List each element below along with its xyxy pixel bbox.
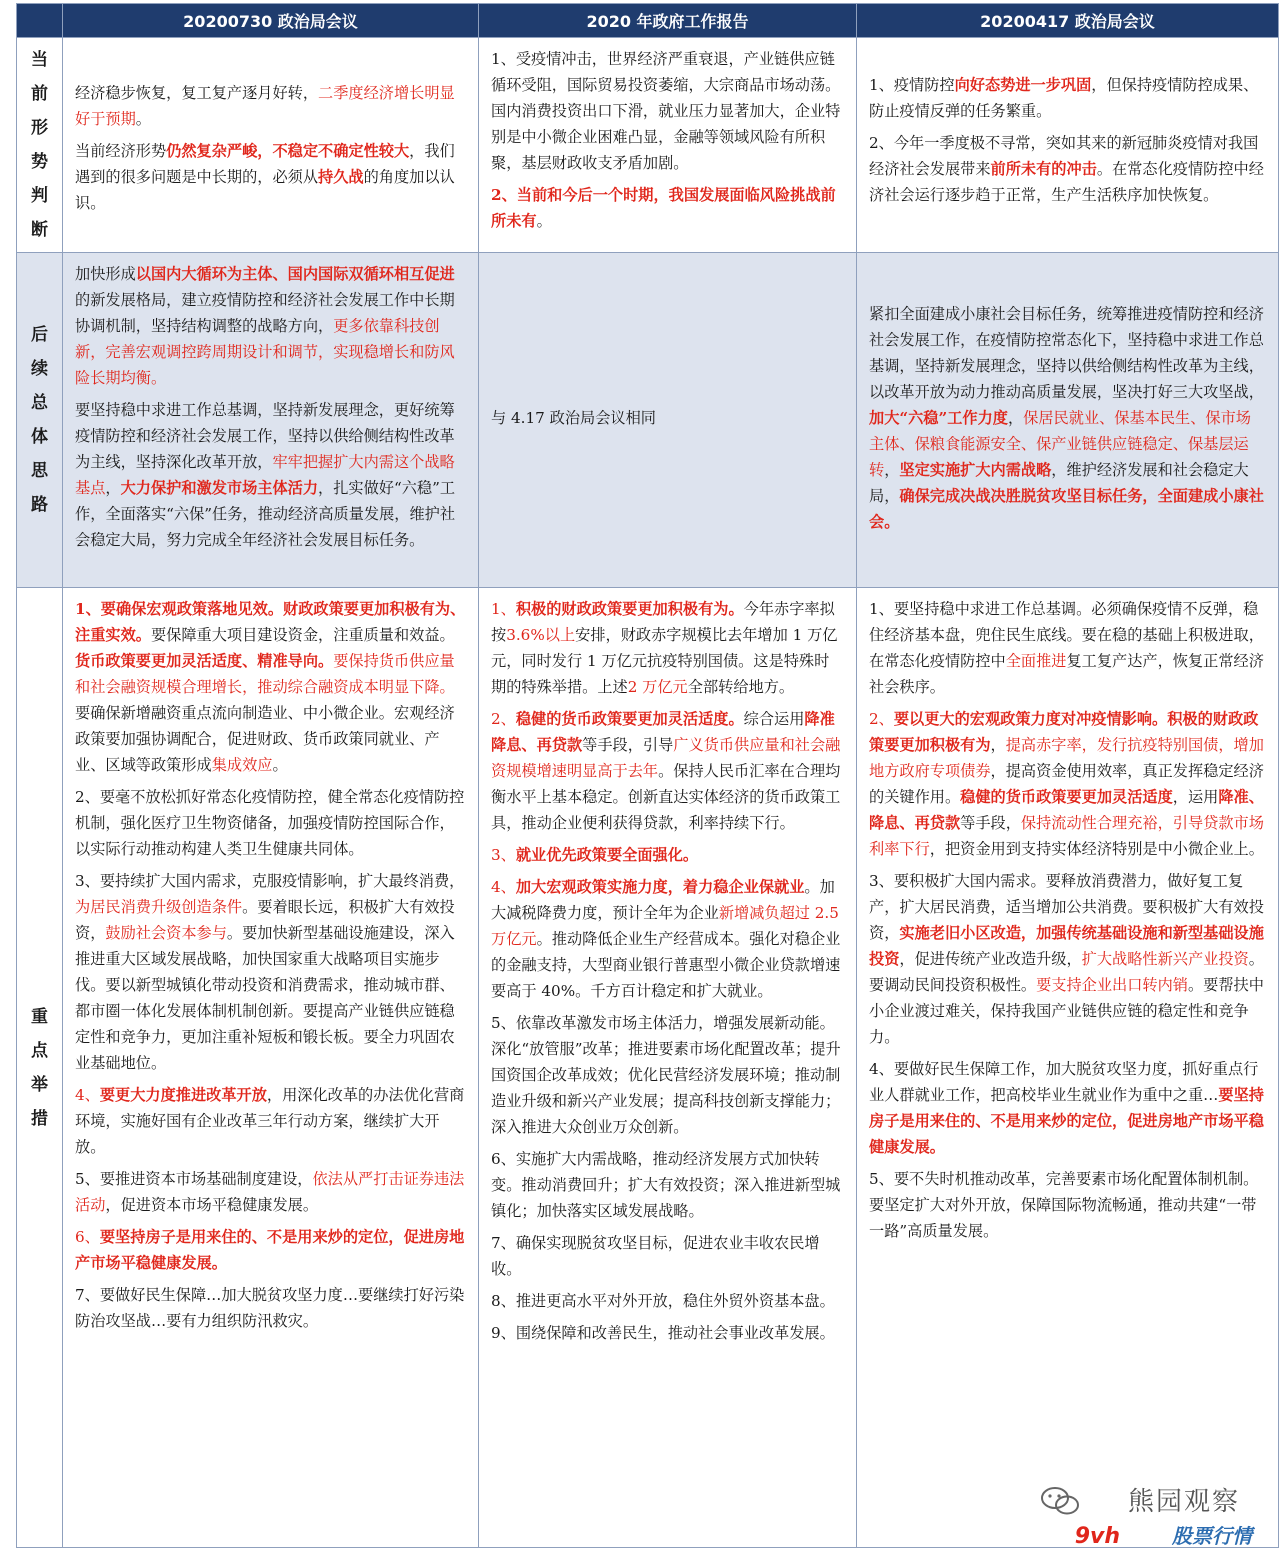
highlighted-text: 6、 <box>75 1228 100 1246</box>
cell-measures-work-report <box>479 588 857 1548</box>
highlighted-text: 为居民消费升级创造条件 <box>75 898 243 916</box>
text-run: 。要帮扶中小企业渡过难关，保持我国产业链供应链的稳定性和竞争力。 <box>869 976 1264 1046</box>
text-run: 。 <box>272 756 288 774</box>
text-run: ，扎实做好“六稳”工作，全面落实“六保”任务，推动经济高质量发展，维护社会稳定大局，努力完成全年经济社会发展目标任务。 <box>75 479 456 549</box>
text-run: ，维护经济发展和社会稳定大局， <box>869 461 1249 505</box>
text-run: ， <box>990 736 1006 754</box>
highlighted-text: 要坚持房子是用来住的、不是用来炒的定位，促进房地产市场平稳健康发展。 <box>75 1228 465 1272</box>
paragraph <box>869 1056 1266 1160</box>
paragraph <box>869 130 1266 208</box>
watermark-name: 熊园观察 <box>1127 1487 1240 1517</box>
paragraph <box>491 842 844 868</box>
highlighted-text: 确保完成决战决胜脱贫攻坚目标任务，全面建成小康社会。 <box>869 487 1264 531</box>
cell-approach-work-report <box>479 253 857 588</box>
highlighted-text: 要更大力度推进改革开放 <box>99 1086 267 1104</box>
text-run: 2、今年一季度极不寻常，突如其来的新冠肺炎疫情对我国经济社会发展带来 <box>869 134 1259 178</box>
highlighted-text: 提高赤字率，发行抗疫特别国债，增加地方政府专项债券 <box>869 736 1264 780</box>
text-run: 要坚持稳中求进工作总基调，坚持新发展理念，更好统筹疫情防控和经济社会发展工作，坚持以供给侧结构性改革为主线，坚持深化改革开放， <box>75 401 455 471</box>
highlighted-text: 要保持货币供应量和社会融资规模合理增长，推动综合融资成本明显下降。 <box>75 652 455 696</box>
paragraph <box>491 1320 844 1346</box>
text-run: 7、要做好民生保障…加大脱贫攻坚力度…要继续打好污染防治攻坚战…要有力组织防汛救灾。 <box>75 1286 465 1330</box>
paragraph <box>75 138 466 216</box>
header-row <box>17 4 1279 38</box>
text-run: ，提高资金使用效率，真正发挥稳定经济的关键作用。 <box>869 762 1264 806</box>
text-run: ，用深化改革的办法优化营商环境，实施好国有企业改革三年行动方案，继续扩大开放。 <box>75 1086 465 1156</box>
paragraph <box>491 1288 844 1314</box>
highlighted-text: 坚定实施扩大内需战略 <box>899 461 1052 479</box>
row-approach <box>17 253 1279 588</box>
highlighted-text: 新增减负超过 2.5 万亿元 <box>491 904 839 948</box>
text-run: 全部转给地方。 <box>687 678 795 696</box>
text-run: 。加大减税降费力度，预计全年为企业 <box>491 878 835 922</box>
policy-comparison-table <box>16 3 1279 1548</box>
highlighted-text: 向好态势进一步巩固 <box>954 76 1092 94</box>
row-situation <box>17 38 1279 253</box>
watermark-brand-suffix: 股票行情 <box>1172 1524 1252 1548</box>
paragraph <box>491 706 844 836</box>
text-run: 。要加快新型基础设施建设，深入推进重大区域发展战略，加快国家重大战略项目实施步伐。要以新型城镇化带动投资和消费需求，推动城市群、都市圈一体化发展体制机制创新。要提高产业链供应链稳定性和竞争力，更加注重补短板和锻长板。要全力巩固农业基础地位。 <box>75 924 455 1072</box>
paragraph <box>75 1166 466 1218</box>
text-run: 。推动降低企业生产经营成本。强化对稳企业的金融支持，大型商业银行普惠型小微企业贷款增速要高于 40%。千方百计稳定和扩大就业。 <box>491 930 841 1000</box>
paragraph <box>869 868 1266 1050</box>
highlighted-text: 要以更大的宏观政策力度对冲疫情影响。积极的财政政策要更加积极有为 <box>869 710 1259 754</box>
paragraph <box>75 80 466 132</box>
highlighted-text: 3、 <box>491 846 516 864</box>
highlighted-text: 加大宏观政策实施力度，着力稳企业保就业 <box>515 878 805 896</box>
highlighted-text: 牢牢把握扩大内需这个战略基点 <box>75 453 455 497</box>
text-run: 与 4.17 政治局会议相同 <box>491 409 656 427</box>
paragraph <box>491 46 844 176</box>
wechat-icon <box>1040 1485 1080 1517</box>
paragraph <box>75 1082 466 1160</box>
paragraph <box>75 868 466 1076</box>
text-run: 8、推进更高水平对外开放，稳住外贸外资基本盘。 <box>491 1292 835 1310</box>
paragraph <box>491 874 844 1004</box>
highlighted-text: 2、 <box>491 710 516 728</box>
text-run: 1、要坚持稳中求进工作总基调。必须确保疫情不反弹，稳住经济基本盘，兜住民生底线。要在稳的基础上积极进取，在常态化疫情防控中 <box>869 600 1264 670</box>
watermark <box>1030 1471 1260 1551</box>
highlighted-text: 2、 <box>491 186 517 204</box>
text-run: 等手段，引导 <box>582 736 674 754</box>
highlighted-text: 以国内大循环为主体、国内国际双循环相互促进 <box>135 265 455 283</box>
text-run: 。在常态化疫情防控中经济社会运行逐步趋于正常，生产生活秩序加快恢复。 <box>869 160 1264 204</box>
highlighted-text: 积极的财政政策要更加积极有为。 <box>515 600 744 618</box>
text-run: ，但保持疫情防控成果、防止疫情反弹的任务繁重。 <box>869 76 1259 120</box>
paragraph <box>75 784 466 862</box>
text-run: 4、要做好民生保障工作，加大脱贫攻坚力度，抓好重点行业人群就业工作，把高校毕业生就业作为重中之重… <box>869 1060 1259 1104</box>
highlighted-text: 全面推进 <box>1005 652 1067 670</box>
highlighted-text: 3.6%以上 <box>506 626 576 644</box>
highlighted-text: 当前和今后一个时期，我国发展面临风险挑战前所未有 <box>491 186 836 230</box>
text-run: 要确保新增融资重点流向制造业、中小微企业。宏观经济政策要加强协调配合，促进财政、货币政策同就业、产业、区域等政策形成 <box>75 704 455 774</box>
paragraph <box>491 1230 844 1282</box>
highlighted-text: 2 万亿元 <box>627 678 688 696</box>
highlighted-text: 依法从严打击证券违法活动 <box>75 1170 465 1214</box>
highlighted-text: 1、要确保宏观政策落地见效。财政政策要更加积极有为、注重实效。 <box>75 600 466 644</box>
text-run: ， <box>884 461 900 479</box>
highlighted-text: 加大“六稳”工作力度 <box>869 409 1008 427</box>
text-run: 。要调动民间投资积极性。 <box>869 950 1264 994</box>
highlighted-text: 持久战 <box>318 168 364 186</box>
text-run: 。保持人民币汇率在合理均衡水平上基本稳定。创新直达实体经济的货币政策工具，推动企业便利获得贷款，利率持续下行。 <box>491 762 841 832</box>
paragraph <box>75 261 466 391</box>
highlighted-text: 要支持企业出口转内销 <box>1036 976 1188 994</box>
paragraph <box>75 1282 466 1334</box>
highlighted-text: 保持流动性合理充裕，引导贷款市场利率下行 <box>869 814 1264 858</box>
highlighted-text: 鼓励社会资本参与 <box>105 924 227 942</box>
text-run: 经济稳步恢复，复工复产逐月好转， <box>75 84 318 102</box>
text-run: ，我们遇到的很多问题是中长期的，必须从 <box>75 142 455 186</box>
paragraph <box>491 1010 844 1140</box>
text-run: 5、依靠改革激发市场主体活力，增强发展新动能。深化“放管服”改革；推进要素市场化配置改革；提升国资国企改革成效；优化民营经济发展环境；推动制造业升级和新兴产业发展；提高科技创新支撑能力；深入推进大众创业万众创新。 <box>491 1014 841 1136</box>
highlighted-text: 1、 <box>491 600 516 618</box>
cell-situation-work-report <box>479 38 857 253</box>
highlighted-text: 4、 <box>75 1086 100 1104</box>
paragraph <box>869 1166 1266 1244</box>
paragraph <box>869 72 1266 124</box>
text-run: 安排，财政赤字规模比去年增加 1 万亿元，同时发行 1 万亿元抗疫特别国债。这是特殊时期的特殊举措。上述 <box>491 626 838 696</box>
row-label-measures: 重点举措 <box>17 588 63 1548</box>
watermark-brand-prefix: 9vh <box>1074 1524 1120 1549</box>
text-run: ，促进传统产业改造升级， <box>899 950 1082 968</box>
text-run: 5、要不失时机推动改革，完善要素市场化配置体制机制。要坚定扩大对外开放，保障国际物流畅通，推动共建“一带一路”高质量发展。 <box>869 1170 1259 1240</box>
paragraph <box>75 397 466 553</box>
highlighted-text: 大力保护和激发市场主体活力 <box>120 479 318 497</box>
paragraph <box>491 596 844 700</box>
row-measures <box>17 588 1279 1548</box>
text-run: 7、确保实现脱贫攻坚目标，促进农业丰收农民增收。 <box>491 1234 820 1278</box>
row-label-approach: 后续总体思路 <box>17 253 63 588</box>
text-run: ，运用 <box>1172 788 1219 806</box>
highlighted-text: 二季度经济增长明显好于预期 <box>75 84 455 128</box>
text-run: 综合运用 <box>743 710 805 728</box>
cell-approach-0417 <box>857 253 1279 588</box>
highlighted-text: 要坚持房子是用来住的、不是用来炒的定位，促进房地产市场平稳健康发展。 <box>869 1086 1264 1156</box>
paragraph <box>491 405 844 431</box>
highlighted-text: 就业优先政策要全面强化。 <box>515 846 699 864</box>
row-label-situation: 当前形势判断 <box>17 38 63 253</box>
column-header-work-report: 2020 年政府工作报告 <box>479 4 857 38</box>
text-run: 1、受疫情冲击，世界经济严重衰退，产业链供应链循环受阻，国际贸易投资萎缩，大宗商品市场动荡。国内消费投资出口下滑，就业压力显著加大，企业特别是中小微企业困难凸显，金融等领域风险有所积聚，基层财政收支矛盾加剧。 <box>491 50 841 172</box>
text-run: 1、疫情防控 <box>869 76 955 94</box>
highlighted-text: 集成效应 <box>211 756 273 774</box>
text-run: 复工复产达产，恢复正常经济社会秩序。 <box>869 652 1264 696</box>
text-run: 9、围绕保障和改善民生，推动社会事业改革发展。 <box>491 1324 835 1342</box>
paragraph <box>491 182 844 234</box>
highlighted-text: 降准降息、再贷款 <box>491 710 835 754</box>
paragraph <box>869 596 1266 700</box>
highlighted-text: 前所未有的冲击 <box>990 160 1097 178</box>
text-run: 5、要推进资本市场基础制度建设， <box>75 1170 313 1188</box>
text-run: 的新发展格局，建立疫情防控和经济社会发展工作中长期协调机制，坚持结构调整的战略方向， <box>75 291 455 335</box>
paragraph <box>75 1224 466 1276</box>
text-run: 等手段， <box>960 814 1021 832</box>
text-run: 今年赤字率拟按 <box>491 600 835 644</box>
cell-measures-0730 <box>63 588 479 1548</box>
corner-cell <box>17 4 63 38</box>
highlighted-text: 2、 <box>869 710 894 728</box>
cell-approach-0730 <box>63 253 479 588</box>
paragraph <box>75 596 466 778</box>
highlighted-text: 4、 <box>491 878 516 896</box>
cell-measures-0417 <box>857 588 1279 1548</box>
highlighted-text: 稳健的货币政策要更加灵活适度。 <box>515 710 744 728</box>
text-run: 当前经济形势 <box>75 142 167 160</box>
text-run: 。 <box>536 212 552 230</box>
text-run: ， <box>105 479 121 497</box>
cell-situation-0417 <box>857 38 1279 253</box>
highlighted-text: 广义货币供应量和社会融资规模增速明显高于去年 <box>491 736 841 780</box>
text-run: ， <box>1007 409 1024 427</box>
text-run: 。 <box>135 110 151 128</box>
highlighted-text: 实施老旧小区改造，加强传统基础设施和新型基础设施投资 <box>869 924 1264 968</box>
text-run: 要保障重大项目建设资金，注重质量和效益。 <box>150 626 455 644</box>
text-run: 6、实施扩大内需战略，推动经济发展方式加快转变。推动消费回升；扩大有效投资；深入推进新型城镇化；加快落实区域发展战略。 <box>491 1150 841 1220</box>
highlighted-text: 稳健的货币政策要更加灵活适度 <box>960 788 1173 806</box>
column-header-0417: 20200417 政治局会议 <box>857 4 1279 38</box>
text-run: 3、要积极扩大国内需求。要释放消费潜力，做好复工复产，扩大居民消费，适当增加公共消费。要积极扩大有效投资， <box>869 872 1264 942</box>
paragraph <box>869 706 1266 862</box>
cell-situation-0730 <box>63 38 479 253</box>
text-run: 的角度加以认识。 <box>75 168 455 212</box>
text-run: 加快形成 <box>75 265 136 283</box>
highlighted-text: 仍然复杂严峻，不稳定不确定性较大 <box>166 142 410 160</box>
text-run: ，把资金用到支持实体经济特别是中小微企业上。 <box>929 840 1264 858</box>
column-header-0730: 20200730 政治局会议 <box>63 4 479 38</box>
highlighted-text: 货币政策要更加灵活适度、精准导向。 <box>75 652 334 670</box>
text-run: 3、要持续扩大国内需求，克服疫情影响，扩大最终消费， <box>75 872 465 890</box>
highlighted-text: 降准、降息、再贷款 <box>869 788 1264 832</box>
text-run: 2、要毫不放松抓好常态化疫情防控，健全常态化疫情防控机制，强化医疗卫生物资储备，加强疫情防控国际合作，以实际行动推动构建人类卫生健康共同体。 <box>75 788 465 858</box>
highlighted-text: 更多依靠科技创新，完善宏观调控跨周期设计和调节，实现稳增长和防风险长期均衡。 <box>75 317 455 387</box>
highlighted-text: 扩大战略性新兴产业投资 <box>1081 950 1249 968</box>
text-run: 紧扣全面建成小康社会目标任务，统筹推进疫情防控和经济社会发展工作，在疫情防控常态化下，坚持稳中求进工作总基调，坚持新发展理念，坚持以供给侧结构性改革为主线，以改革开放为动力推动高质量发展，坚决打好三大攻坚战， <box>869 305 1264 401</box>
paragraph <box>491 1146 844 1224</box>
text-run: ，促进资本市场平稳健康发展。 <box>105 1196 318 1214</box>
paragraph <box>869 301 1266 535</box>
text-run: 。要着眼长远，积极扩大有效投资， <box>75 898 455 942</box>
highlighted-text: 保居民就业、保基本民生、保市场主体、保粮食能源安全、保产业链供应链稳定、保基层运转 <box>869 409 1251 479</box>
